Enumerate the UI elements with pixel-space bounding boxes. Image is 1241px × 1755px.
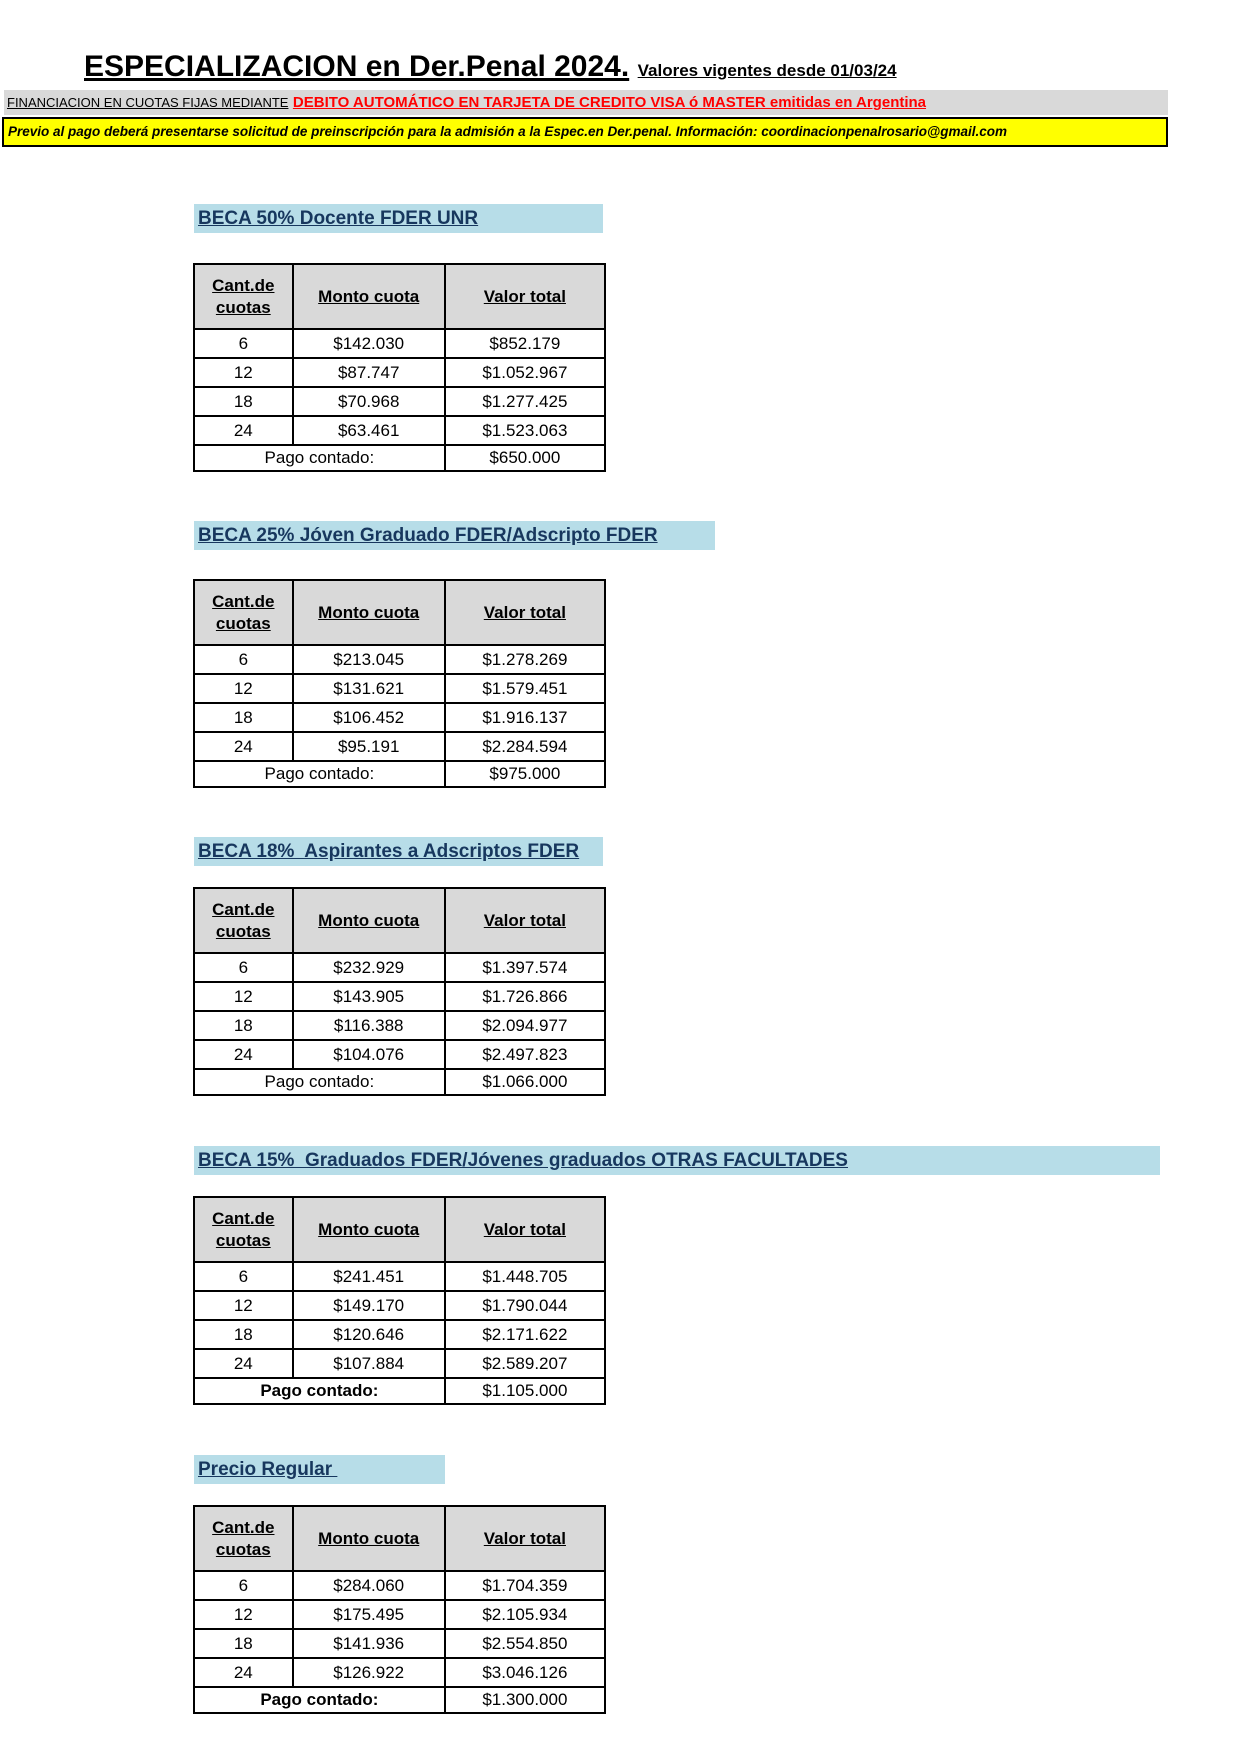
table-cell: $1.726.866	[445, 982, 605, 1011]
table-row	[194, 674, 605, 703]
header-monto: Monto cuota	[293, 1506, 445, 1571]
table-cell: $2.171.622	[445, 1320, 605, 1349]
header-total: Valor total	[445, 888, 605, 953]
header-cuotas-line: cuotas	[215, 1539, 271, 1559]
table-row	[194, 329, 605, 358]
contado-label: Pago contado:	[194, 761, 445, 787]
section-heading-beca-25: BECA 25% Jóven Graduado FDER/Adscripto FDER	[194, 521, 715, 550]
table-cell: 12	[194, 982, 293, 1011]
table-cell: $87.747	[293, 358, 445, 387]
table-cell: 12	[194, 358, 293, 387]
table-row	[194, 1262, 605, 1291]
contado-label: Pago contado:	[194, 445, 445, 471]
header-cuotas-line: Cant.de	[212, 275, 275, 295]
header-cuotas	[194, 264, 293, 329]
table-cell: $1.397.574	[445, 953, 605, 982]
table-cell: 18	[194, 703, 293, 732]
table-cell: $1.579.451	[445, 674, 605, 703]
document-title	[84, 50, 897, 84]
table-cell: $3.046.126	[445, 1658, 605, 1687]
table-cell: $104.076	[293, 1040, 445, 1069]
table-row	[194, 982, 605, 1011]
contado-row	[194, 1069, 605, 1095]
table-cell: $2.589.207	[445, 1349, 605, 1378]
header-cuotas	[194, 1506, 293, 1571]
header-cuotas-line: cuotas	[215, 921, 271, 941]
contado-value: $650.000	[445, 445, 605, 471]
table-cell: $2.284.594	[445, 732, 605, 761]
table-row	[194, 1291, 605, 1320]
table-cell: 6	[194, 953, 293, 982]
table-cell: 24	[194, 1040, 293, 1069]
table-cell: $852.179	[445, 329, 605, 358]
table-cell: $1.523.063	[445, 416, 605, 445]
financing-prefix: FINANCIACION EN CUOTAS FIJAS MEDIANTE	[7, 95, 289, 110]
table-cell: $213.045	[293, 645, 445, 674]
header-monto: Monto cuota	[293, 264, 445, 329]
header-cuotas	[194, 580, 293, 645]
table-row	[194, 1040, 605, 1069]
table-row	[194, 358, 605, 387]
table-cell: $284.060	[293, 1571, 445, 1600]
contado-value: $1.300.000	[445, 1687, 605, 1713]
table-header-row	[194, 1506, 605, 1571]
table-cell: 6	[194, 329, 293, 358]
contado-row	[194, 761, 605, 787]
price-table-beca-25	[193, 579, 606, 788]
table-cell: $1.704.359	[445, 1571, 605, 1600]
header-cuotas-line: Cant.de	[212, 1208, 275, 1228]
table-cell: $2.497.823	[445, 1040, 605, 1069]
table-cell: $2.094.977	[445, 1011, 605, 1040]
table-cell: $149.170	[293, 1291, 445, 1320]
table-cell: 18	[194, 1320, 293, 1349]
table-row	[194, 1658, 605, 1687]
header-monto: Monto cuota	[293, 888, 445, 953]
table-row	[194, 1600, 605, 1629]
table-cell: $63.461	[293, 416, 445, 445]
header-cuotas-line: Cant.de	[212, 591, 275, 611]
contado-label: Pago contado:	[194, 1687, 445, 1713]
contado-value: $1.066.000	[445, 1069, 605, 1095]
header-cuotas-line: cuotas	[215, 613, 271, 633]
table-row	[194, 416, 605, 445]
table-cell: $116.388	[293, 1011, 445, 1040]
header-total: Valor total	[445, 580, 605, 645]
table-cell: 6	[194, 1262, 293, 1291]
header-total: Valor total	[445, 1197, 605, 1262]
contado-row	[194, 1378, 605, 1404]
price-table-beca-18	[193, 887, 606, 1096]
price-table-beca-15	[193, 1196, 606, 1405]
table-row	[194, 732, 605, 761]
table-cell: $175.495	[293, 1600, 445, 1629]
table-row	[194, 1011, 605, 1040]
table-cell: 12	[194, 674, 293, 703]
preinscription-notice: Previo al pago deberá presentarse solicitud de preinscripción para la admisión a la Espec.en Der.penal. Información: coordinacionpenalrosario@gmail.com	[2, 117, 1168, 147]
header-total: Valor total	[445, 264, 605, 329]
table-cell: $2.105.934	[445, 1600, 605, 1629]
page-title: ESPECIALIZACION en Der.Penal 2024.	[84, 50, 630, 83]
table-cell: $131.621	[293, 674, 445, 703]
contado-label: Pago contado:	[194, 1069, 445, 1095]
table-row	[194, 387, 605, 416]
table-cell: $70.968	[293, 387, 445, 416]
table-cell: $120.646	[293, 1320, 445, 1349]
price-table-beca-50	[193, 263, 606, 472]
table-cell: $241.451	[293, 1262, 445, 1291]
table-cell: $232.929	[293, 953, 445, 982]
header-cuotas	[194, 1197, 293, 1262]
table-cell: 6	[194, 645, 293, 674]
table-cell: $106.452	[293, 703, 445, 732]
section-heading-beca-50: BECA 50% Docente FDER UNR	[194, 204, 603, 233]
contado-row	[194, 445, 605, 471]
table-cell: 24	[194, 1658, 293, 1687]
table-cell: 12	[194, 1291, 293, 1320]
table-cell: $1.052.967	[445, 358, 605, 387]
table-cell: $1.277.425	[445, 387, 605, 416]
table-row	[194, 1571, 605, 1600]
financing-banner	[4, 90, 1168, 115]
table-cell: 18	[194, 1011, 293, 1040]
header-cuotas-line: Cant.de	[212, 1517, 275, 1537]
table-cell: $1.790.044	[445, 1291, 605, 1320]
table-cell: 12	[194, 1600, 293, 1629]
table-cell: $1.448.705	[445, 1262, 605, 1291]
table-cell: $142.030	[293, 329, 445, 358]
table-header-row	[194, 264, 605, 329]
header-monto: Monto cuota	[293, 580, 445, 645]
table-header-row	[194, 580, 605, 645]
header-cuotas-line: cuotas	[215, 297, 271, 317]
section-heading-precio-regular: Precio Regular	[194, 1455, 445, 1484]
contado-value: $1.105.000	[445, 1378, 605, 1404]
price-table-precio-regular	[193, 1505, 606, 1714]
table-row	[194, 953, 605, 982]
table-cell: 24	[194, 732, 293, 761]
table-row	[194, 703, 605, 732]
table-cell: 24	[194, 416, 293, 445]
table-cell: $141.936	[293, 1629, 445, 1658]
table-header-row	[194, 888, 605, 953]
table-cell: $95.191	[293, 732, 445, 761]
header-cuotas-line: Cant.de	[212, 899, 275, 919]
table-cell: $1.278.269	[445, 645, 605, 674]
table-cell: $143.905	[293, 982, 445, 1011]
section-heading-beca-15: BECA 15% Graduados FDER/Jóvenes graduados OTRAS FACULTADES	[194, 1146, 1160, 1175]
contado-value: $975.000	[445, 761, 605, 787]
table-header-row	[194, 1197, 605, 1262]
section-heading-beca-18: BECA 18% Aspirantes a Adscriptos FDER	[194, 837, 603, 866]
validity-date: Valores vigentes desde 01/03/24	[637, 61, 897, 80]
table-cell: 24	[194, 1349, 293, 1378]
table-cell: 18	[194, 387, 293, 416]
header-total: Valor total	[445, 1506, 605, 1571]
header-cuotas	[194, 888, 293, 953]
table-row	[194, 1320, 605, 1349]
contado-label: Pago contado:	[194, 1378, 445, 1404]
header-monto: Monto cuota	[293, 1197, 445, 1262]
table-cell: 18	[194, 1629, 293, 1658]
table-cell: $2.554.850	[445, 1629, 605, 1658]
table-row	[194, 1629, 605, 1658]
contado-row	[194, 1687, 605, 1713]
financing-highlight: DEBITO AUTOMÁTICO EN TARJETA DE CREDITO VISA ó MASTER emitidas en Argentina	[292, 94, 927, 111]
table-cell: $1.916.137	[445, 703, 605, 732]
table-cell: $107.884	[293, 1349, 445, 1378]
table-row	[194, 645, 605, 674]
header-cuotas-line: cuotas	[215, 1230, 271, 1250]
table-row	[194, 1349, 605, 1378]
table-cell: 6	[194, 1571, 293, 1600]
table-cell: $126.922	[293, 1658, 445, 1687]
